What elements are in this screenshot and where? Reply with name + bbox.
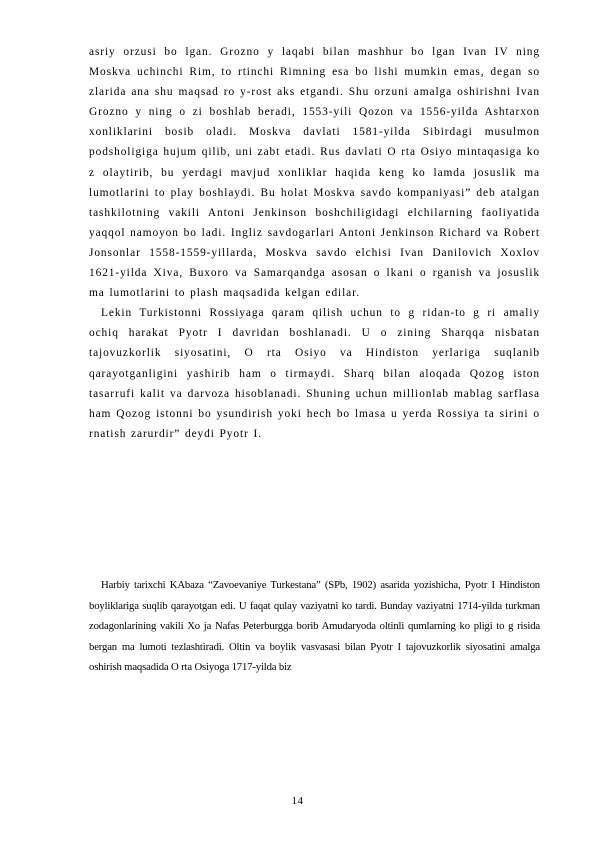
paragraph-russian-expansion: asriy orzusi bo lgan. Grozno y laqabi bilan mashhur bo lgan Ivan IV ning Moskva uchinchi Rim, to rtinchi Rimning esa bo lishi mumkin emas, degan so zlarida ana shu maqsad ro y-rost aks etgandi. Shu orzuni amalga oshirishni Ivan Grozno y ning o zi boshlab beradi, 1553-yili Qozon va 1556-yilda Ashtarxon xonliklarini bosib oladi. Moskva davlati 1581-yilda Sibirdagi musulmon podsholigiga hujum qilib, uni zabt etadi. Rus davlati O rta Osiyo mintaqasiga ko z olaytirib, bu yerdagi mavjud xonliklar haqida keng ko lamda josuslik ma lumotlarini to play boshlaydi. Bu holat Moskva savdo kompaniyasi” deb atalgan tashkilotning vakili Antoni Jenkinson boshchiligidagi elchilarning faoliyatida yaqqol namoyon bo ladi. Ingliz savdogarlari Antoni Jenkinson Richard va Robert Jonsonlar 1558-1559-yillarda, Moskva savdo elchisi Ivan Danilovich Xoxlov 1621-yilda Xiva, Buxoro va Samarqandga asosan o lkani o rganish va josuslik ma lumotlarini to plash maqsadida kelgan edilar. <box>89 46 540 300</box>
paragraph-abaza-account: Harbiy tarixchi KAbaza “Zavoevaniye Turkestana” (SPb, 1902) asarida yozishicha, Pyotr I Hindiston boyliklariga suqlib qarayotgan edi. U faqat qulay vaziyatni ko tardi. Bunday vaziyatni 1714-yilda turkman zodagonlarining vakili Xo ja Nafas Peterburgga borib Amudaryoda oltinli qumlarning ko pligi to g risida bergan ma lumoti tezlashtiradi. Oltin va boylik vasvasasi bilan Pyotr I tajovuzkorlik siyosatini amalga oshirish maqsadida O rta Osiyoga 1717-yilda biz <box>89 579 540 674</box>
page-number: 14 <box>291 795 304 807</box>
body-text-spaced <box>89 42 540 444</box>
body-text-tight <box>89 575 540 678</box>
paragraph-peter-first: Lekin Turkistonni Rossiyaga qaram qilish uchun to g ridan-to g ri amaliy ochiq harakat Pyotr I davridan boshlanadi. U o zining Sharqqa nisbatan tajovuzkorlik siyosatini, O rta Osiyo va Hindiston yerlariga suqlanib qarayotganligini yashirib ham o tirmaydi. Sharq bilan aloqada Qozog iston tasarrufi kalit va darvoza hisoblanadi. Shuning uchun millionlab mablag sarflasa ham Qozog istonni bo ysundirish yoki hech bo lmasa u yerda Rossiya ta sirini o rnatish zarurdir” deydi Pyotr I. <box>89 307 540 440</box>
